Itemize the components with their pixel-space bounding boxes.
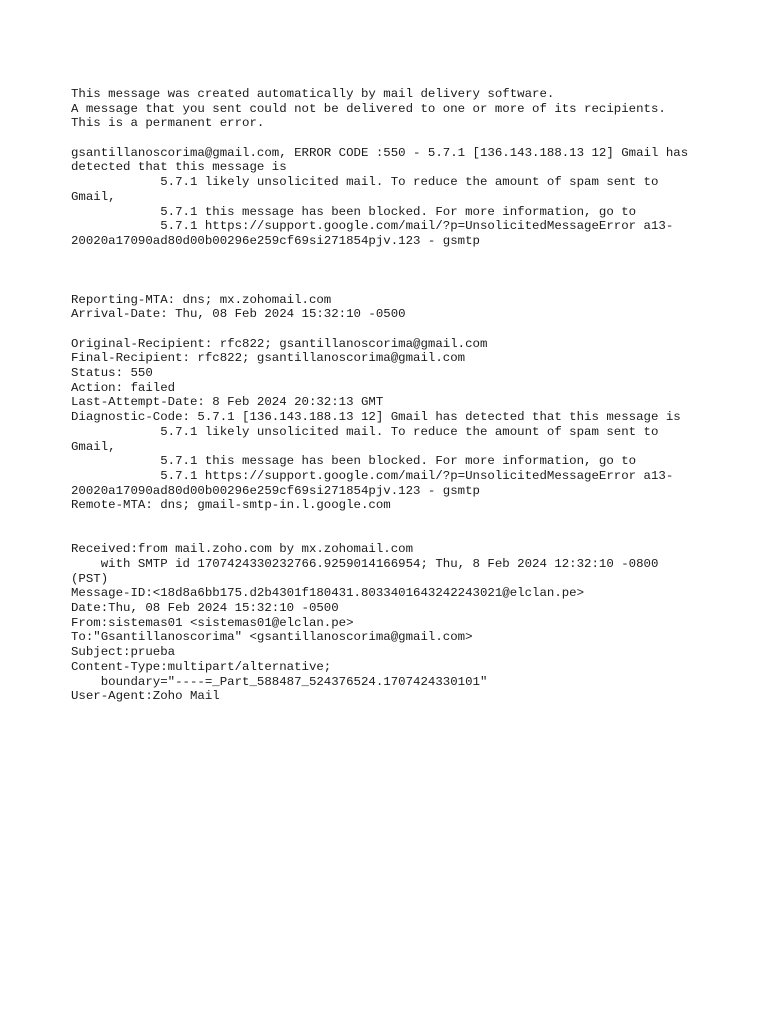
error-line: 5.7.1 https://support.google.com/mail/?p=UnsolicitedMessageError a13-: [71, 219, 674, 234]
intro-line: This message was created automatically by mail delivery software.: [71, 87, 555, 101]
recipient-line: 5.7.1 this message has been blocked. For more information, go to: [71, 454, 637, 469]
report-block: [71, 293, 711, 322]
headers-block: [71, 542, 711, 704]
error-line: detected that this message is: [71, 160, 287, 175]
header-line: Message-ID:<18d8a6bb175.d2b4301f180431.8033401643242243021@elclan.pe>: [71, 586, 585, 601]
error-line: gsantillanoscorima@gmail.com, ERROR CODE :550 - 5.7.1 [136.143.188.13 12] Gmail has: [71, 145, 689, 160]
header-line: (PST): [71, 571, 109, 586]
intro-line: This is a permanent error.: [71, 116, 265, 131]
header-line: User-Agent:Zoho Mail: [71, 689, 220, 704]
header-line: Date:Thu, 08 Feb 2024 15:32:10 -0500: [71, 601, 339, 616]
recipient-line: Status: 550: [71, 366, 153, 381]
error-block: [71, 146, 711, 249]
header-line: Content-Type:multipart/alternative;: [71, 659, 332, 674]
recipient-line: Original-Recipient: rfc822; gsantillanoscorima@gmail.com: [71, 336, 488, 351]
recipient-line: Action: failed: [71, 380, 176, 395]
recipient-line: 5.7.1 likely unsolicited mail. To reduce the amount of spam sent to: [71, 424, 659, 439]
recipient-line: Final-Recipient: rfc822; gsantillanoscorima@gmail.com: [71, 351, 466, 366]
report-line: Arrival-Date: Thu, 08 Feb 2024 15:32:10 -0500: [71, 307, 406, 322]
recipient-line: Last-Attempt-Date: 8 Feb 2024 20:32:13 GMT: [71, 395, 384, 410]
header-line: with SMTP id 1707424330232766.9259014166954; Thu, 8 Feb 2024 12:32:10 -0800: [71, 557, 659, 572]
header-line: From:sistemas01 <sistemas01@elclan.pe>: [71, 615, 354, 630]
recipient-block: [71, 337, 711, 513]
recipient-line: Diagnostic-Code: 5.7.1 [136.143.188.13 12] Gmail has detected that this message is: [71, 410, 681, 425]
error-line: 5.7.1 this message has been blocked. For more information, go to: [71, 204, 637, 219]
recipient-line: Gmail,: [71, 439, 116, 454]
recipient-line: Remote-MTA: dns; gmail-smtp-in.l.google.com: [71, 498, 391, 513]
header-line: To:"Gsantillanoscorima" <gsantillanoscorima@gmail.com>: [71, 630, 473, 645]
error-line: 20020a17090ad80d00b00296e259cf69si271854pjv.123 - gsmtp: [71, 233, 480, 248]
error-line: 5.7.1 likely unsolicited mail. To reduce the amount of spam sent to: [71, 175, 659, 190]
header-line: boundary="----=_Part_588487_524376524.1707424330101": [71, 674, 488, 689]
bounce-message: [71, 87, 711, 704]
recipient-line: 20020a17090ad80d00b00296e259cf69si271854pjv.123 - gsmtp: [71, 483, 480, 498]
header-line: Received:from mail.zoho.com by mx.zohomail.com: [71, 542, 414, 557]
intro-block: [71, 87, 711, 131]
report-line: Reporting-MTA: dns; mx.zohomail.com: [71, 292, 332, 307]
intro-line: A message that you sent could not be delivered to one or more of its recipients.: [71, 101, 666, 116]
recipient-line: 5.7.1 https://support.google.com/mail/?p=UnsolicitedMessageError a13-: [71, 468, 674, 483]
header-line: Subject:prueba: [71, 645, 176, 660]
error-line: Gmail,: [71, 189, 116, 204]
